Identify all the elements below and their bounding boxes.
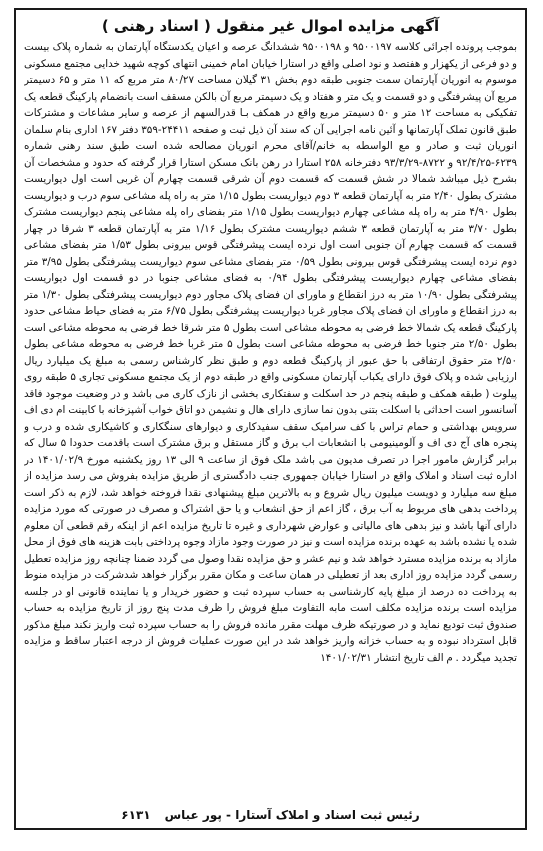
notice-title: آگهی مزایده اموال غیر منقول ( اسناد رهنی ) [101,17,440,35]
auction-notice [14,8,527,830]
notice-code: ۶۱۳۱ [121,808,151,822]
notice-signature: رئیس ثبت اسناد و املاک آستارا - پور عباس [164,808,420,822]
notice-footer [24,806,517,824]
notice-body: بموجب پرونده اجرائی کلاسه ۹۵۰۰۱۹۷ و ۹۵۰۰۱۹۸ ششدانگ عرصه و اعیان یکدستگاه آپارتمان به شماره پلاک بیست و دو فرعی از یکهزار و هفتصد و نود اصلی واقع در استارا خیابان امام خمینی انتهای کوچه شهید خدایی مجتمع مسکونی موسوم به انوریان آپارتمان سمت جنوبی طبقه دوم بخش ۳۱ گیلان مساحت ۸۰/۲۷ متر مربع که ۱۱ متر و ۶۵ دسیمتر مربع آن پیشرفتگی و دو قسمت و یک متر و هفتاد و یک دسیمتر مربع آن بالکن مسقف است بانضمام پارکینگ قطعه یک تفکیکی به مساحت ۱۲ متر و ۵۰ دسیمتر مربع واقع در همکف بـا قدرالسهم از عرصه و سایر مشاعات و مشترکات طبق قانون تملک آپارتمانها و آئین نامه اجرایی آن که سند آن ذیل ثبت و صفحه ۲۴۴۱۱-۳۵۹ دفتر ۱۶۷ اداری بنام سلمان انوریان ثبت و صادر و مع الواسطه به خانم/آقای محرم انوریان مصالحه شده است طبق سند رهنی شماره ۶۲۳۹-۹۲/۴/۲۵ و ۸۷۲۲-۹۳/۳/۲۹ دفترخانه ۲۵۸ استارا در رهن بانک مسکن استارا قرار گرفته که حدود و مشخصات آن بشرح ذیل میباشد شمالا در شش قسمت که قسمت دوم آن شرقی قسمت چهارم آن غربی است اول دیواریست مشترک بطول ۲/۴۰ متر به آپارتمان قطعه ۳ دوم دیواریست بطول ۱/۱۵ متر به راه پله مشاعی سوم درب و دیواریست بطول ۴/۹۰ متر به راه پله مشاعی چهارم دیواریست بطول ۱/۱۵ متر بفضای راه پله مشاعی پنجم دیواریست مشترک بطول ۳/۷۰ متر به آپارتمان قطعه ۳ ششم دیواریست مشترک بطول ۱/۱۶ متر به آپارتمان قطعه ۳ شرقا در چهار قسمت که قسمت چهارم آن جنوبی است اول نرده ایست پیشرفتگی قوس بیرونی بطول ۱/۵۳ متر بفضای مشاعی دوم نرده ایست پیشرفتگی قوس بیرونی بطول ۰/۵۹ متر بفضای مشاعی سوم دیواریست پیشرفتگی بطول ۳/۹۵ متر بفضای مشاعی چهارم دیواریست پیشرفتگی بطول ۰/۹۴ به فضای مشاعی جنوبا در دو قسمت اول دیواریست پیشرفتگی بطول ۱۰/۹۰ متر به درز انقطاع و ماورای ان فضای پلاک مجاور دوم دیواریست پیشرفتگی بطول ۱/۳۰ متر به درز انقطاع و ماورای ان فضای پلاک مجاور غربا دیواریست پیشرفتگی بطول ۶/۷۵ متر به فضای حیاط مشاعی حدود پارکینگ قطعه یک شمالا خط فرضی به محوطه مشاعی است بطول ۵ متر شرقا خط فرضی به محوطه مشاعی است بطول ۲/۵۰ متر جنوبا خط فرضی به محوطه مشاعی است بطول ۵ متر غربا خط فرضی به محوطه مشاعی بطول ۲/۵۰ متر حقوق ارتفاقی با حق عبور از پارکینگ قطعه دوم و طبق نظر کارشناس رسمی به مبلغ یک میلیارد ریال ارزیابی شده و پلاک فوق دارای یکباب آپارتمان مسکونی واقع در طبقه دوم از یک مجتمع مسکونی تجاری ۵ طبقه روی پیلوت ( طبقه همکف و طبقه پنجم در حد اسکلت و سفتکاری بخشی از نازک کاری می باشد و در وضعیت موجود فاقد آسانسور است احداثی با اسکلت بتنی بدون نما سازی دارای هال و نشیمن دو اتاق خواب آشپزخانه با کابینت ام دی اف سرویس بهداشتی و حمام تراس با کف سرامیک سقف سفیدکاری و دیوارهای سنگکاری و کاشیکاری شده و درب و پنجره های آج دی اف و آلومینیومی با انشعابات اب برق و گاز مستقل و برق مشترک است باقدمت حدودا ۵ سال که برابر گزارش مامور اجرا در تصرف مدیون می باشد ملک فوق از ساعت ۹ الی ۱۳ روز یکشنبه مورخ ۱۴۰۱/۰۲/۹ در اداره ثبت اسناد و املاک واقع در استارا خیابان جمهوری جنب دادگستری از طریق مزایده بفروش می رسد مزایده از مبلغ سه میلیارد و دویست میلیون ریال شروع و به بالاترین مبلغ پیشنهادی نقدا فروخته خواهد شد، لازم به ذکر است پرداخت بدهی های مربوط به آب برق ، گاز اعم از حق انشعاب و یا حق اشتراک و مصرف در صورتی که مورد مزایده دارای آنها باشد و نیز بدهی های مالیاتی و عوارض شهرداری و غیره تا تاریخ مزایده اعم از اینکه رقم قطعی آن معلوم شده یا نشده باشد به عهده برنده مزایده است و نیز در صورت وجود مازاد وجوه پرداختی بابت هزینه های فوق از محل مازاد به برنده مزایده مسترد خواهد شد و نیم عشر و حق مزایده نقدا وصول می گردد ضمنا چنانچه روز مزایده تعطیل رسمی گردد مزایده روز اداری بعد از تعطیلی در همان ساعت و مکان مقرر برگزار خواهد شدشرکت در مزایده منوط به پرداخت ده درصد از مبلغ پایه کارشناسی به حساب سپرده ثبت و حضور خریدار و یا نماینده قانونی او در جلسه مزایده است برنده مزایده مکلف است مابه التفاوت مبلغ فروش را ظرف مدت پنج روز از تاریخ مزایده به حساب صندوق ثبت تودیع نماید و در صورتیکه ظرف مهلت مقرر مانده فروش را به حساب سپرده ثبت واریز نکند مبلغ مذکور قابل استرداد نبوده و به حساب خزانه واریز خواهد شد در این صورت عملیات فروش از درجه اعتبار ساقط و مزایده تجدید میگردد . م الف تاریخ انتشار ۱۴۰۱/۰۲/۳۱ [24,41,517,664]
